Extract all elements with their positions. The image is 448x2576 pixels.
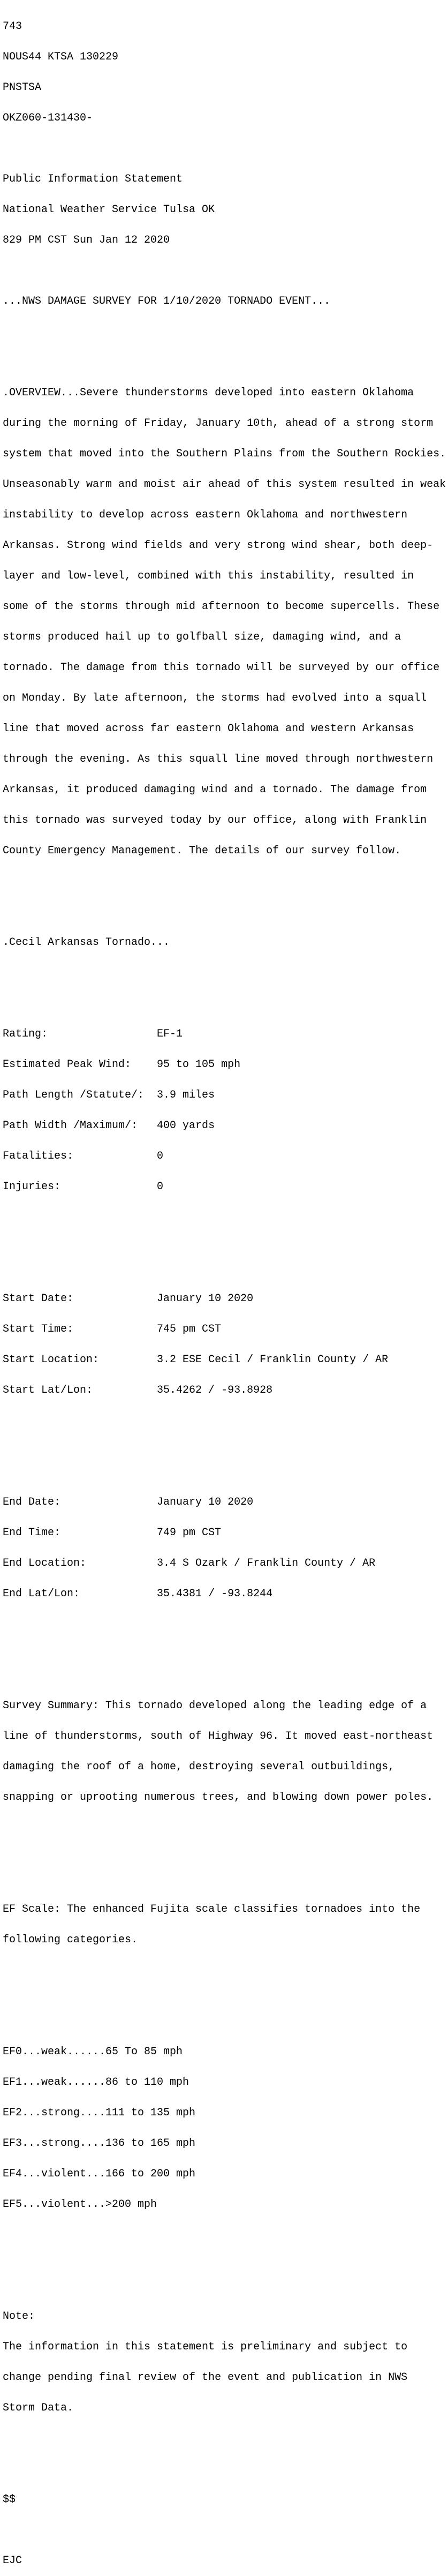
product-terminator: $$ [3, 2494, 16, 2506]
overview-line: Arkansas, it produced damaging wind and a tornado. The damage from [3, 784, 427, 796]
note-line: Storm Data. [3, 2402, 74, 2414]
note-line: change pending final review of the event and publication in NWS [3, 2371, 408, 2384]
blank-line [3, 266, 448, 276]
blank-line [3, 1436, 448, 1446]
ugc-code: OKZ060-131430- [3, 112, 93, 124]
overview-line: instability to develop across eastern Oklahoma and northwestern [3, 509, 408, 521]
summary-line: line of thunderstorms, south of Highway 96. It moved east-northeast [3, 1730, 434, 1743]
ef-scale-item: EF2...strong....111 to 135 mph [3, 2107, 196, 2119]
overview-line: storms produced hail up to golfball size, damaging wind, and a [3, 631, 401, 643]
end-location: End Location: 3.4 S Ozark / Franklin County / AR [3, 1557, 376, 1569]
sequence-number: 743 [3, 20, 22, 33]
blank-line [3, 2525, 448, 2535]
end-lat-lon: End Lat/Lon: 35.4381 / -93.8244 [3, 1588, 273, 1600]
blank-line [3, 1986, 448, 1996]
start-lat-lon: Start Lat/Lon: 35.4262 / -93.8928 [3, 1384, 273, 1396]
overview-line: this tornado was surveyed today by our office, along with Franklin [3, 814, 427, 827]
ef-scale-item: EF0...weak......65 To 85 mph [3, 2046, 183, 2058]
summary-line: damaging the roof of a home, destroying several outbuildings, [3, 1761, 395, 1773]
headline: ...NWS DAMAGE SURVEY FOR 1/10/2020 TORNADO EVENT... [3, 295, 331, 307]
blank-line [3, 144, 448, 154]
start-location: Start Location: 3.2 ESE Cecil / Franklin County / AR [3, 1354, 389, 1366]
start-time: Start Time: 745 pm CST [3, 1323, 222, 1335]
blank-line [3, 1640, 448, 1650]
start-date: Start Date: January 10 2020 [3, 1293, 254, 1305]
awips-id: PNSTSA [3, 81, 42, 94]
forecaster-signature: EJC [3, 2555, 22, 2567]
stat-peak-wind: Estimated Peak Wind: 95 to 105 mph [3, 1058, 241, 1071]
overview-line: tornado. The damage from this tornado will be surveyed by our office [3, 662, 440, 674]
overview-line: during the morning of Friday, January 10th, ahead of a strong storm [3, 417, 434, 430]
ef-intro-line: EF Scale: The enhanced Fujita scale classifies tornadoes into the [3, 1903, 421, 1916]
end-time: End Time: 749 pm CST [3, 1527, 222, 1539]
blank-line [3, 1843, 448, 1853]
blank-line [3, 2454, 448, 2464]
blank-line [3, 897, 448, 907]
tornado-stats [3, 1009, 448, 1212]
overview-line: system that moved into the Southern Plains from the Southern Rockies. [3, 448, 446, 460]
ef-scale-item: EF4...violent...166 to 200 mph [3, 2168, 196, 2180]
blank-line [3, 968, 448, 978]
stat-fatalities: Fatalities: 0 [3, 1150, 164, 1162]
wmo-header: NOUS44 KTSA 130229 [3, 51, 119, 63]
ef-scale-intro [3, 1884, 448, 1965]
survey-summary [3, 1680, 448, 1823]
issue-time: 829 PM CST Sun Jan 12 2020 [3, 234, 170, 246]
blank-line [3, 2250, 448, 2260]
overview-line: Unseasonably warm and moist air ahead of this system resulted in weak [3, 478, 446, 491]
blank-line [3, 1233, 448, 1243]
overview-line: on Monday. By late afternoon, the storms had evolved into a squall [3, 692, 427, 704]
overview-line: County Emergency Management. The details of our survey follow. [3, 845, 401, 857]
ef-scale-list [3, 2026, 448, 2230]
issuing-office: National Weather Service Tulsa OK [3, 204, 215, 216]
overview-line: some of the storms through mid afternoon to become supercells. These [3, 600, 440, 613]
ef-scale-item: EF1...weak......86 to 110 mph [3, 2076, 189, 2089]
overview-line: layer and low-level, combined with this instability, resulted in [3, 570, 414, 582]
overview-section [3, 367, 448, 876]
end-details [3, 1477, 448, 1619]
stat-rating: Rating: EF-1 [3, 1028, 183, 1040]
note-label: Note: [3, 2310, 35, 2323]
start-details [3, 1273, 448, 1416]
ef-scale-item: EF5...violent...>200 mph [3, 2198, 157, 2211]
overview-line: Arkansas. Strong wind fields and very strong wind shear, both deep- [3, 539, 434, 552]
note-line: The information in this statement is preliminary and subject to [3, 2341, 408, 2353]
ef-intro-line: following categories. [3, 1934, 138, 1946]
overview-line: .OVERVIEW...Severe thunderstorms developed into eastern Oklahoma [3, 387, 414, 399]
tornado-heading: .Cecil Arkansas Tornado... [3, 936, 170, 949]
summary-line: snapping or uprooting numerous trees, and blowing down power poles. [3, 1791, 434, 1804]
summary-line: Survey Summary: This tornado developed along the leading edge of a [3, 1700, 427, 1712]
stat-path-width: Path Width /Maximum/: 400 yards [3, 1120, 215, 1132]
blank-line [3, 327, 448, 337]
end-date: End Date: January 10 2020 [3, 1496, 254, 1508]
overview-line: through the evening. As this squall line moved through northwestern [3, 753, 434, 765]
statement-title: Public Information Statement [3, 173, 183, 185]
note-section [3, 2291, 448, 2434]
overview-line: line that moved across far eastern Oklahoma and western Arkansas [3, 723, 414, 735]
ef-scale-item: EF3...strong....136 to 165 mph [3, 2137, 196, 2150]
stat-injuries: Injuries: 0 [3, 1181, 164, 1193]
stat-path-length: Path Length /Statute/: 3.9 miles [3, 1089, 215, 1101]
